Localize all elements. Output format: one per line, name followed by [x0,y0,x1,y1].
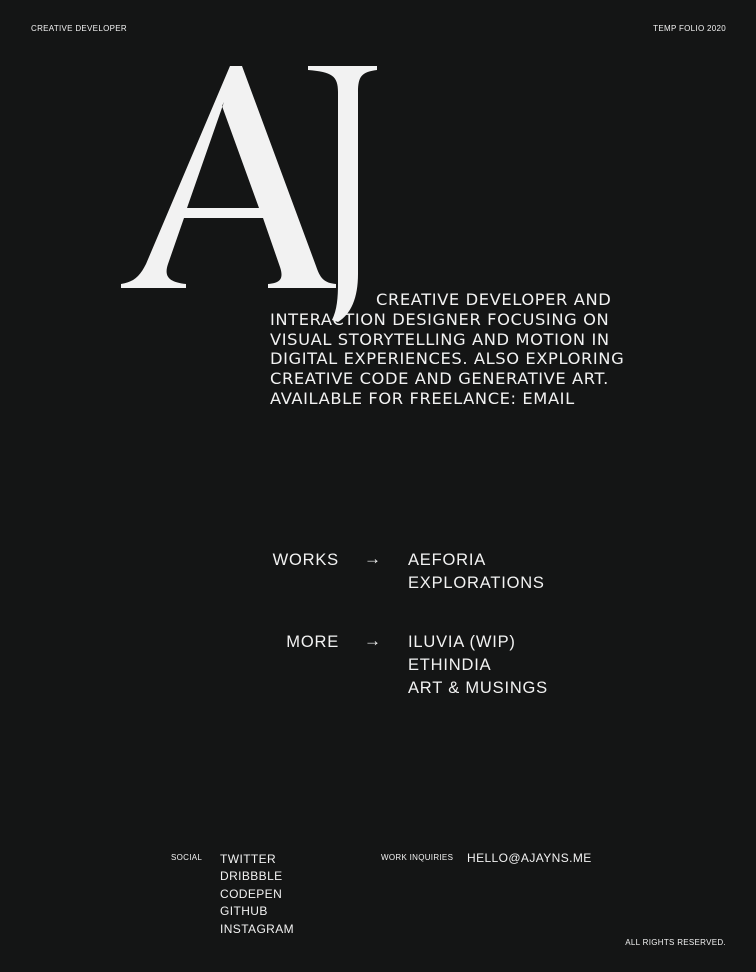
works-arrow-icon: → [364,549,381,568]
email-link[interactable]: HELLO@AJAYNS.ME [467,851,592,865]
social-link-instagram[interactable]: INSTAGRAM [220,921,295,936]
works-list [408,549,545,595]
social-link-twitter[interactable]: TWITTER [220,852,277,866]
social-links [220,851,294,938]
social-link-dribbble[interactable]: DRIBBBLE [220,869,283,884]
work-inquiries-label: WORK INQUIRIES [381,853,454,862]
works-link-aeforia[interactable]: AEFORIA [408,551,487,569]
logo-letter-a [121,66,336,288]
works-link-explorations[interactable]: EXPLORATIONS [408,574,545,592]
bio-text [270,290,642,409]
more-link-art-musings[interactable]: ART & MUSINGS [408,679,548,697]
more-link-iluvia[interactable]: ILUVIA (WIP) [408,633,516,651]
more-link-ethindia[interactable]: ETHINDIA [408,656,492,674]
aj-monogram-logo [118,58,386,323]
more-arrow-icon: → [364,631,381,650]
rights-notice: ALL RIGHTS RESERVED. [625,938,726,947]
more-label: MORE [286,633,339,651]
more-list [408,631,548,700]
social-label: SOCIAL [171,853,203,862]
works-label: WORKS [272,551,339,569]
social-link-github[interactable]: GITHUB [220,904,268,919]
bio-paragraph: CREATIVE DEVELOPER AND INTERACTION DESIGNER FOCUSING ON VISUAL STORYTELLING AND MOTION IN DIGITAL EXPERIENCES. ALSO EXPLORING CREATIVE CODE AND GENERATIVE ART. AVAILABLE FOR FREELANCE: EMAIL [270,290,625,408]
social-link-codepen[interactable]: CODEPEN [220,886,283,901]
header-folio-label: TEMP FOLIO 2020 [653,24,726,33]
header-role-label: CREATIVE DEVELOPER [31,24,127,33]
